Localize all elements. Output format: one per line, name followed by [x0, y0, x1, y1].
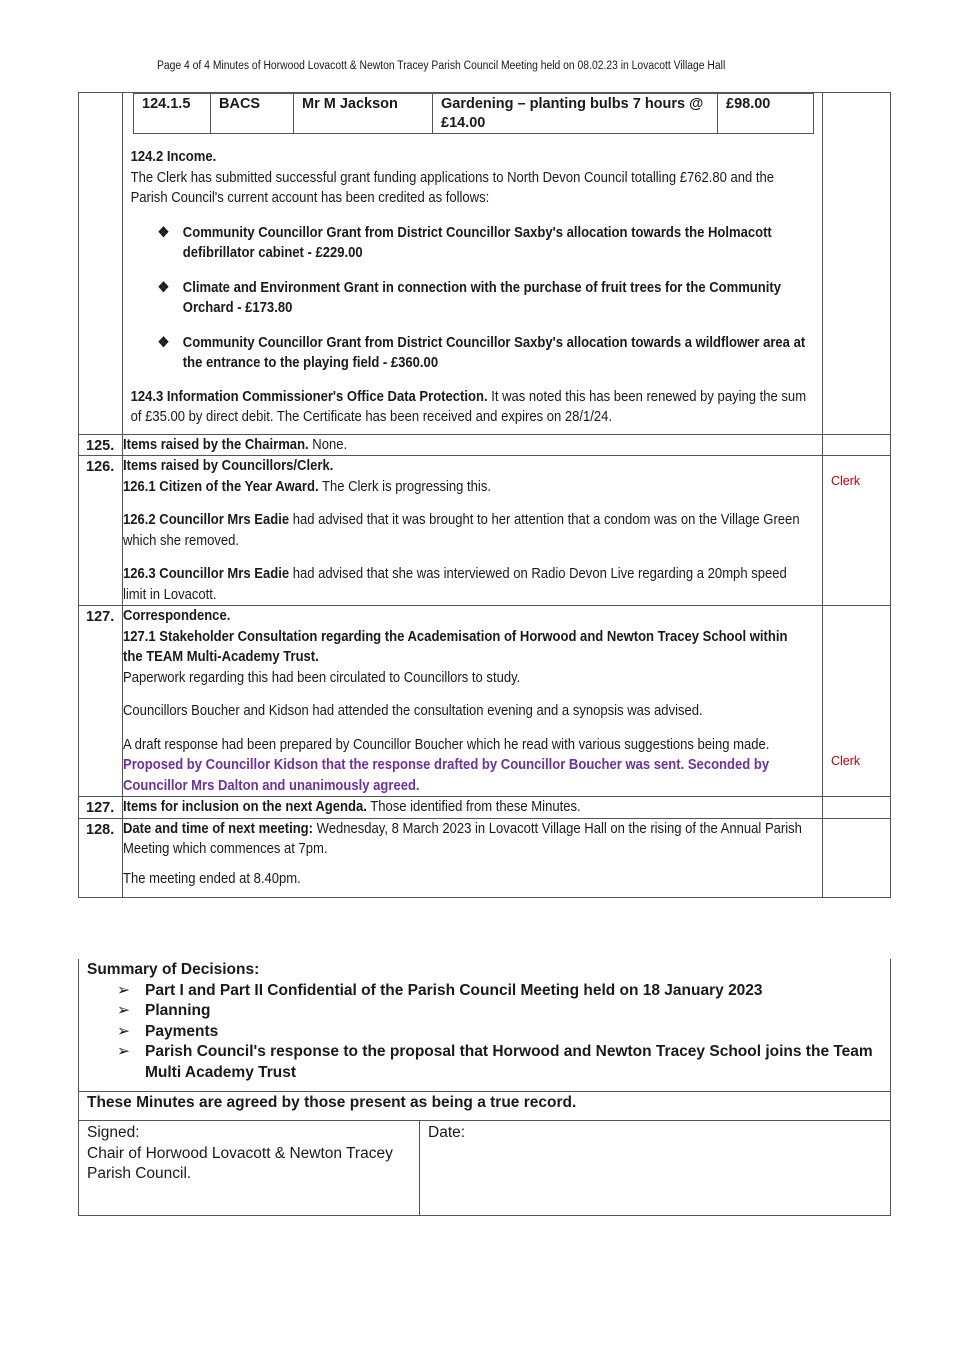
- item-text: A draft response had been prepared by Councillor Boucher which he read with various suggestions being made.: [123, 736, 770, 753]
- minute-row-127: [79, 606, 891, 797]
- arrow-icon: ➢: [117, 1022, 130, 1040]
- list-item: [117, 1001, 882, 1022]
- sub-heading: 127.1 Stakeholder Consultation regarding the Academisation of Horwood and Newton Tracey School within the TEAM Multi-Academy Trust.: [123, 628, 788, 665]
- list-item: [158, 223, 815, 264]
- income-bullet-text: Community Councillor Grant from District Councillor Saxby's allocation towards a wildflower area at the entrance to the playing field - £360.00: [182, 334, 806, 371]
- arrow-icon: ➢: [117, 981, 130, 999]
- table-row: [134, 94, 814, 134]
- action-owner: Clerk: [831, 474, 861, 488]
- minute-row-125: [79, 434, 891, 456]
- summary-list: [87, 981, 882, 1084]
- signed-label: Signed:: [87, 1124, 140, 1141]
- payments-table: [133, 93, 814, 134]
- minute-body: [123, 818, 823, 898]
- meeting-ended-text: The meeting ended at 8.40pm.: [123, 870, 301, 887]
- summary-item-text: Part I and Part II Confidential of the Parish Council Meeting held on 18 January 2023: [145, 981, 763, 999]
- date-cell: [420, 1121, 473, 1215]
- item-heading: Date and time of next meeting:: [123, 820, 313, 837]
- action-cell: [823, 434, 891, 456]
- payment-payee: Mr M Jackson: [294, 94, 433, 134]
- action-cell: [823, 797, 891, 819]
- item-text: had advised that it was brought to her attention that a condom was on the Village Green which she removed.: [123, 512, 800, 549]
- minute-number: [79, 93, 123, 435]
- agreement-statement: These Minutes are agreed by those present as being a true record.: [78, 1091, 891, 1121]
- date-label: Date:: [428, 1124, 466, 1141]
- item-text: Paperwork regarding this had been circulated to Councillors to study.: [123, 669, 521, 686]
- payment-method: BACS: [211, 94, 294, 134]
- minute-row-126: [79, 456, 891, 606]
- list-item: [117, 981, 882, 1002]
- item-heading: Items raised by Councillors/Clerk.: [123, 458, 334, 474]
- bullet-icon: ❖: [157, 224, 170, 241]
- list-item: [117, 1022, 882, 1043]
- sub-heading: 126.1 Citizen of the Year Award.: [123, 478, 319, 495]
- minute-body: [123, 456, 823, 606]
- item-heading: Items for inclusion on the next Agenda.: [123, 799, 367, 815]
- minute-number: 126.: [79, 456, 123, 606]
- summary-title: Summary of Decisions:: [87, 961, 260, 978]
- action-cell: [823, 606, 891, 797]
- sub-heading: 126.3 Councillor Mrs Eadie: [123, 566, 290, 582]
- chair-text: Chair of Horwood Lovacott & Newton Tracey Parish Council.: [87, 1144, 393, 1182]
- action-owner: Clerk: [831, 754, 861, 768]
- minute-row-128: [79, 818, 891, 898]
- ico-paragraph: [131, 387, 815, 428]
- income-bullet-text: Climate and Environment Grant in connection with the purchase of fruit trees for the Community Orchard - £173.80: [182, 279, 781, 316]
- minute-body: [123, 93, 823, 435]
- action-cell: [823, 818, 891, 898]
- action-cell: [823, 456, 891, 606]
- summary-item-text: Parish Council's response to the proposal that Horwood and Newton Tracey School joins the Team Multi Academy Trust: [145, 1043, 873, 1081]
- item-heading: Items raised by the Chairman.: [123, 436, 309, 453]
- list-item: [117, 1042, 882, 1083]
- minute-number: 125.: [79, 434, 123, 456]
- ico-text: It was noted this has been renewed by paying the sum of £35.00 by direct debit. The Certificate has been received and expires on 28/1/24.: [130, 388, 807, 425]
- action-cell: [823, 93, 891, 435]
- minute-row-124: [79, 93, 891, 435]
- item-text: Those identified from these Minutes.: [366, 799, 581, 815]
- item-text: had advised that she was interviewed on Radio Devon Live regarding a 20mph speed limit in Lovacott.: [123, 566, 787, 603]
- item-text: Wednesday, 8 March 2023 in Lovacott Village Hall on the rising of the Annual Parish Meeting which commences at 7pm.: [123, 820, 802, 857]
- signed-cell: [79, 1121, 420, 1215]
- payment-ref: 124.1.5: [134, 94, 211, 134]
- sub-heading: 126.2 Councillor Mrs Eadie: [123, 512, 290, 528]
- minute-body: [123, 606, 823, 797]
- payment-amount: £98.00: [718, 94, 814, 134]
- minute-row-127-agenda: [79, 797, 891, 819]
- summary-item-text: Payments: [145, 1022, 219, 1040]
- minute-body: [123, 434, 823, 456]
- arrow-icon: ➢: [117, 1043, 130, 1060]
- signature-block: [78, 1120, 891, 1216]
- resolution-text: Proposed by Councillor Kidson that the response drafted by Councillor Boucher was sent. Seconded by Councillor Mrs Dalton and unanimously agreed.: [123, 757, 770, 794]
- arrow-icon: ➢: [117, 1002, 130, 1019]
- item-heading: Correspondence.: [123, 608, 231, 624]
- item-text: Councillors Boucher and Kidson had attended the consultation evening and a synopsis was advised.: [123, 703, 703, 719]
- ico-heading: 124.3 Information Commissioner's Office Data Protection.: [130, 388, 488, 405]
- minute-number: 127.: [79, 797, 123, 819]
- minute-number: 127.: [79, 606, 123, 797]
- minute-body: [123, 797, 823, 819]
- summary-of-decisions: [78, 959, 891, 1092]
- payment-description: Gardening – planting bulbs 7 hours @ £14.00: [433, 94, 718, 134]
- bullet-icon: ❖: [157, 279, 170, 296]
- income-bullet-text: Community Councillor Grant from District Councillor Saxby's allocation towards the Holmacott defibrillator cabinet - £229.00: [182, 224, 772, 261]
- page-header: Page 4 of 4 Minutes of Horwood Lovacott & Newton Tracey Parish Council Meeting held on 08.02.23 in Lovacott Village Hall: [157, 60, 726, 72]
- minutes-table: [78, 92, 891, 898]
- item-text: None.: [308, 436, 348, 453]
- list-item: [158, 333, 815, 374]
- income-intro: The Clerk has submitted successful grant funding applications to North Devon Council totalling £762.80 and the Parish Council's current account has been credited as follows:: [130, 169, 775, 206]
- item-text: The Clerk is progressing this.: [318, 478, 491, 495]
- summary-item-text: Planning: [145, 1002, 211, 1019]
- income-heading: 124.2 Income.: [130, 149, 217, 165]
- list-item: [158, 278, 815, 319]
- minute-number: 128.: [79, 818, 123, 898]
- bullet-icon: ❖: [157, 334, 170, 351]
